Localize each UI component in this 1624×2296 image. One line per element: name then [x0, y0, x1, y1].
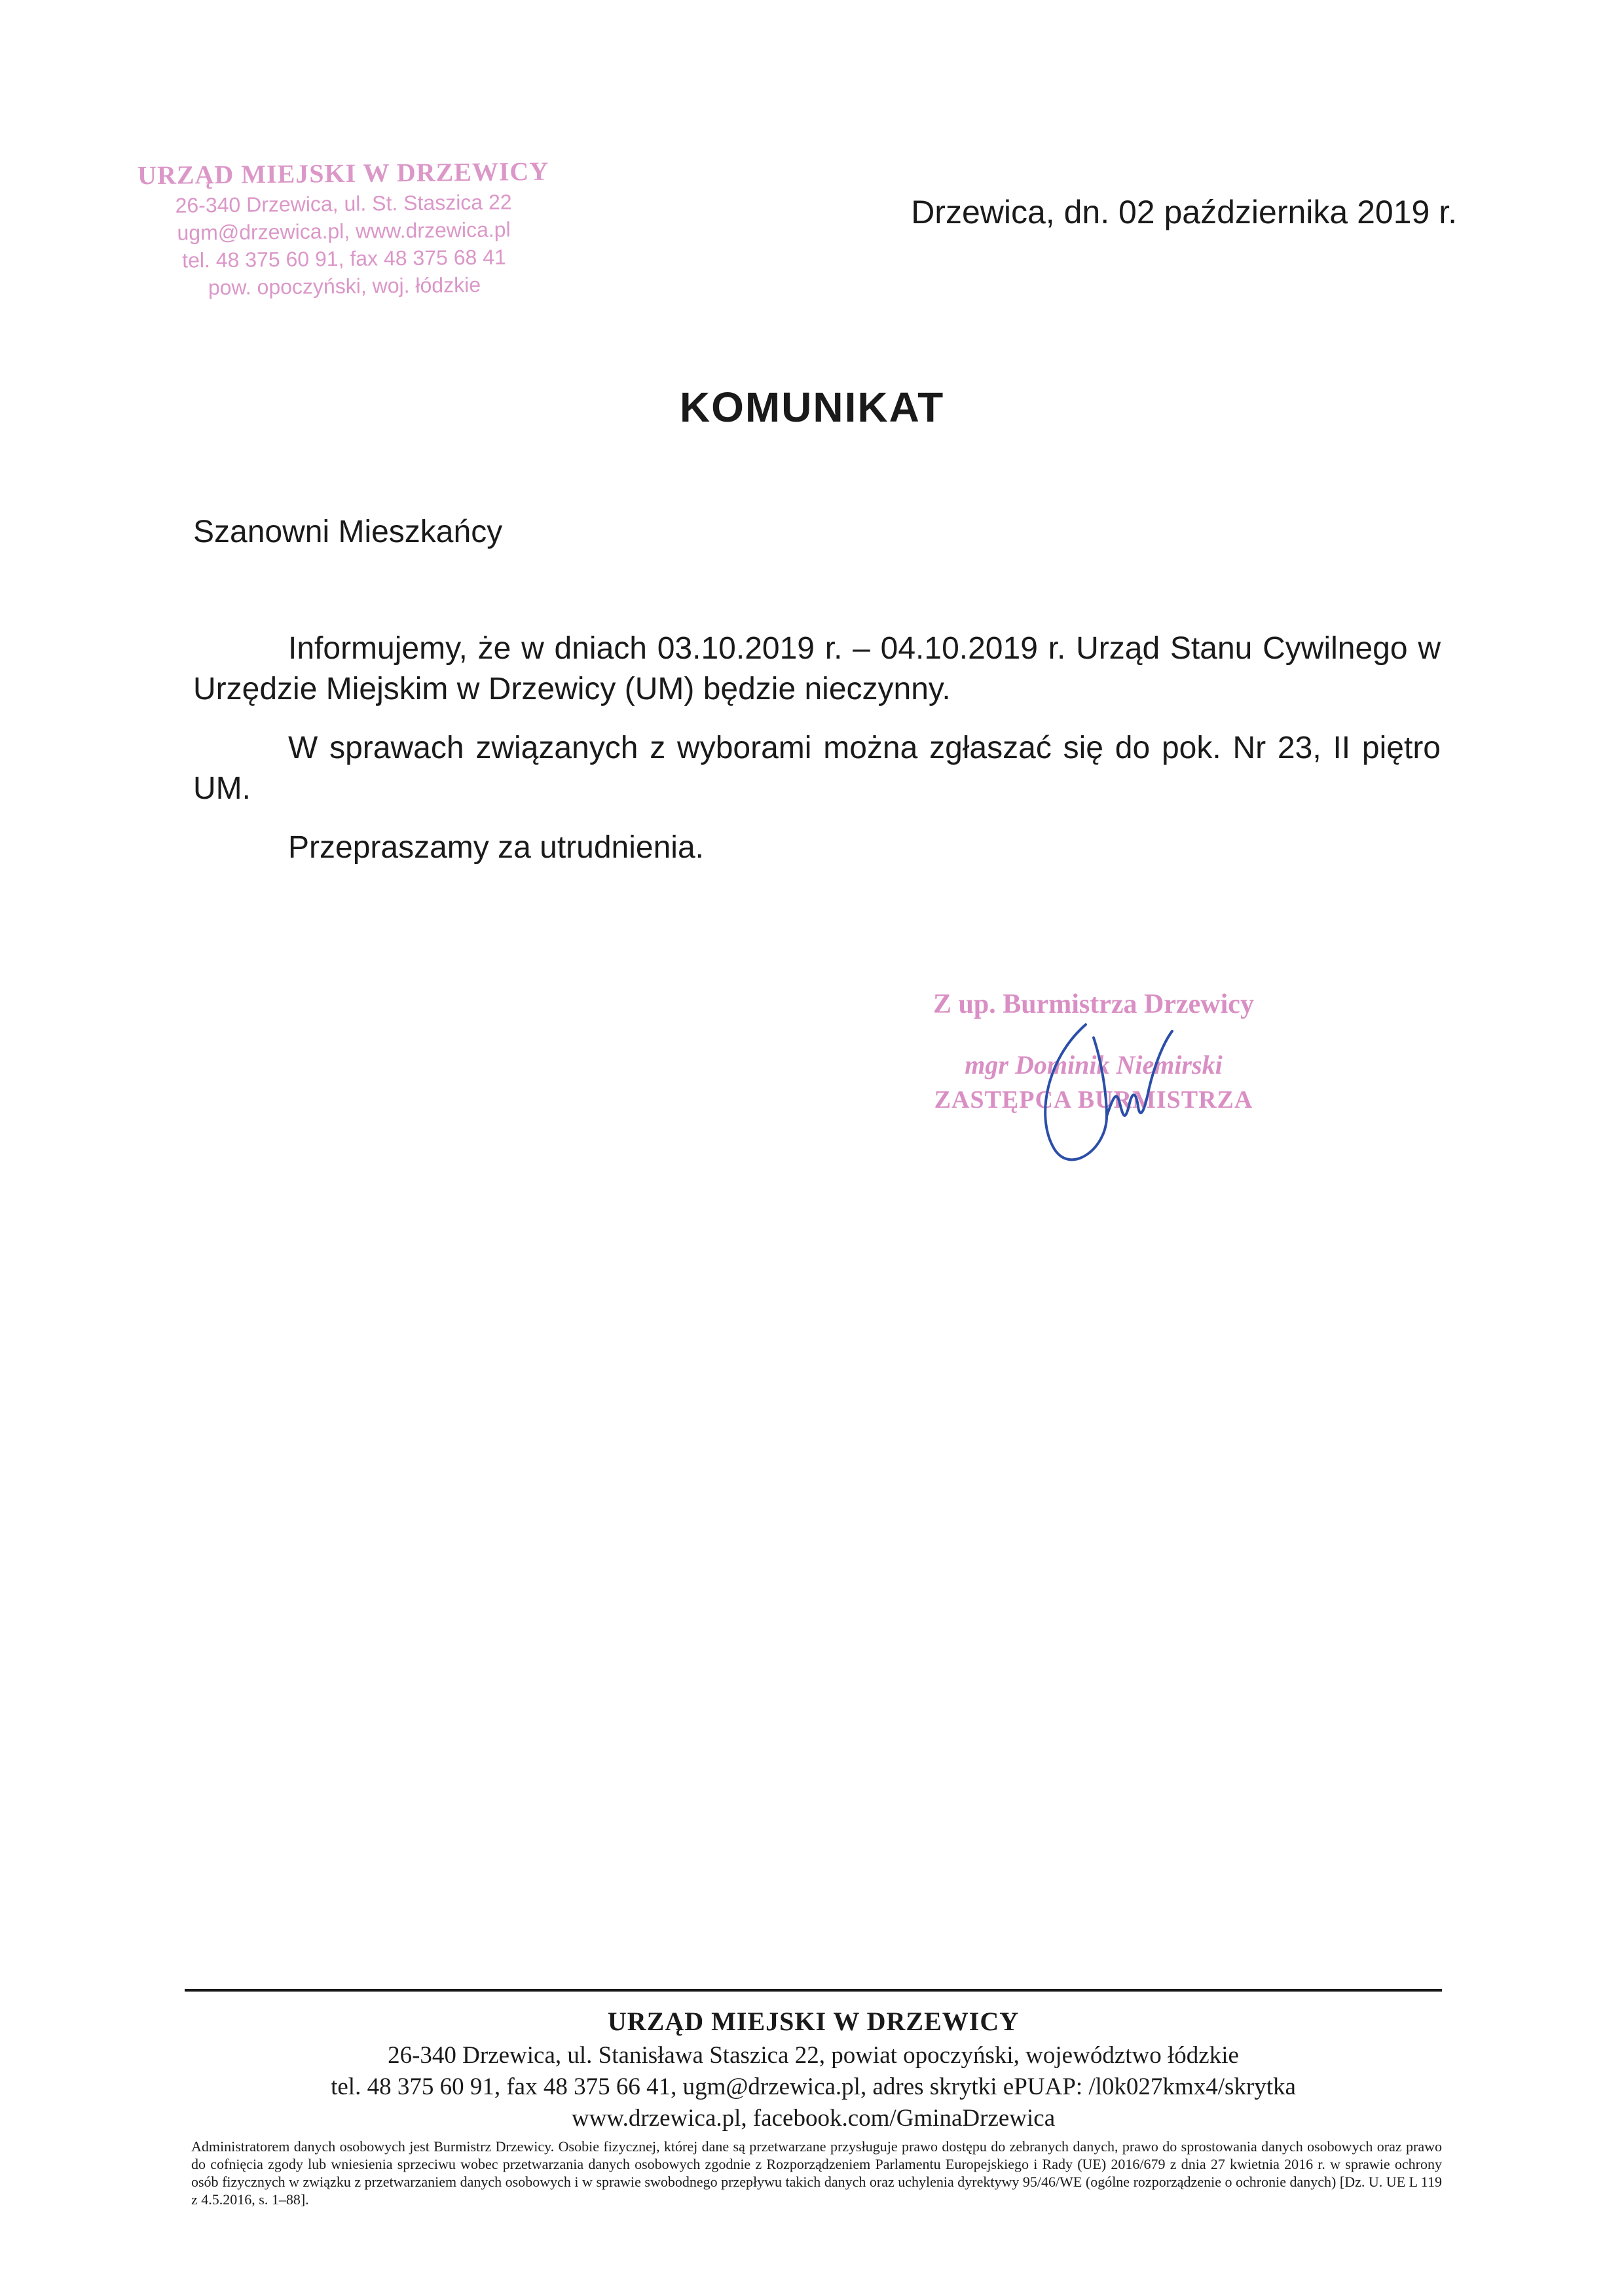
footer-title: URZĄD MIEJSKI W DRZEWICY: [607, 2007, 1020, 2036]
paragraph: Informujemy, że w dniach 03.10.2019 r. – 04.10.2019 r. Urząd Stanu Cywilnego w Urzędzie Miejskim w Drzewicy (UM) będzie nieczynny.: [193, 631, 1441, 706]
stamp-phone: tel. 48 375 60 91, fax 48 375 68 41: [181, 245, 506, 272]
body-text: [193, 629, 1441, 886]
handwritten-signature: [1008, 1018, 1179, 1169]
stamp-web: ugm@drzewica.pl, www.drzewica.pl: [177, 217, 511, 245]
footer-divider: [185, 1989, 1442, 1992]
date-line: Drzewica, dn. 02 października 2019 r.: [911, 194, 1457, 230]
document-title: KOMUNIKAT: [679, 384, 945, 431]
stamp-region: pow. opoczyński, woj. łódzkie: [208, 272, 481, 300]
signature-line-position: ZASTĘPCA BURMISTRZA: [934, 1086, 1253, 1114]
paragraph: W sprawach związanych z wyborami można zgłaszać się do pok. Nr 23, II piętro UM.: [193, 731, 1441, 806]
stamp-title: URZĄD MIEJSKI W DRZEWICY: [137, 156, 549, 191]
salutation: Szanowni Mieszkańcy: [193, 515, 503, 549]
signature-line-authority: Z up. Burmistrza Drzewicy: [933, 989, 1254, 1019]
footer-contact: tel. 48 375 60 91, fax 48 375 66 41, ugm@drzewica.pl, adres skrytki ePUAP: /l0k027kmx4/skrytka: [331, 2073, 1296, 2100]
signature-line-name: mgr Dominik Niemirski: [965, 1050, 1223, 1080]
paragraph: Przepraszamy za utrudnienia.: [288, 830, 704, 865]
office-stamp: [127, 155, 561, 302]
stamp-address: 26-340 Drzewica, ul. St. Staszica 22: [175, 190, 512, 217]
footer-web: www.drzewica.pl, facebook.com/GminaDrzewica: [571, 2105, 1056, 2132]
gdpr-notice: Administratorem danych osobowych jest Burmistrz Drzewicy. Osobie fizycznej, której dane są przetwarzane przysługuje prawo dostępu do zebranych danych, prawo do sprostowania danych osobowych oraz prawo do cofnięcia zgody lub wniesienia sprzeciwu wobec przetwarzania danych osobowych zgodnie z Rozporządzeniem Parlamentu Europejskiego i Rady (UE) 2016/679 z dnia 27 kwietnia 2016 r. w sprawie ochrony osób fizycznych w związku z przetwarzaniem danych osobowych i w sprawie swobodnego przepływu takich danych oraz uchylenia dyrektywy 95/46/WE (ogólne rozporządzenie o ochronie danych) [Dz. U. UE L 119 z 4.5.2016, s. 1–88].: [191, 2138, 1442, 2208]
footer: [185, 2003, 1442, 2134]
footer-address: 26-340 Drzewica, ul. Stanisława Staszica 22, powiat opoczyński, województwo łódzkie: [388, 2042, 1239, 2069]
